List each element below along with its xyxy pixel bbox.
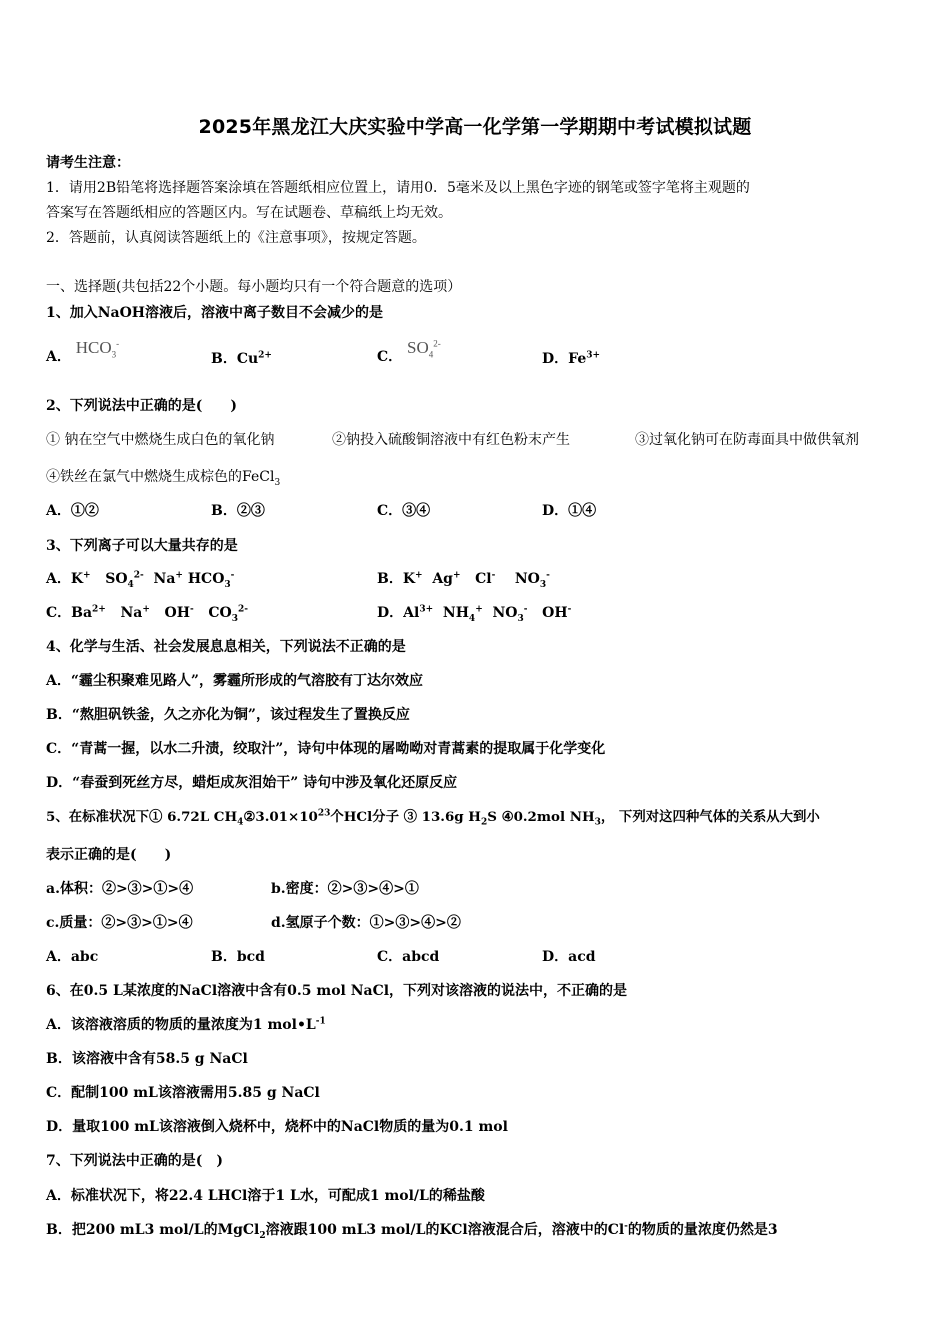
notice-heading: 请考生注意： — [46, 155, 130, 171]
q6-option-c: C．配制100 mL该溶液需用5.85 g NaCl — [46, 1085, 320, 1101]
q2-option-c: C．③④ — [377, 503, 431, 519]
q5-option-c: C．abcd — [377, 949, 440, 965]
q5-option-d: D．acd — [542, 949, 596, 965]
q4-option-d: D．“春蚕到死丝方尽，蜡炬成灰泪始干” 诗句中涉及氧化还原反应 — [46, 775, 458, 791]
page-title: 2025年黑龙江大庆实验中学高一化学第一学期期中考试模拟试题 — [198, 116, 752, 138]
q7-option-b: B．把200 mL3 mol/L的MgCl$_2$溶液跟100 mL3 mol/L的KCl溶液混合后，溶液中的Cl-的物质的量浓度仍然是3 — [46, 1221, 778, 1241]
q6-option-d: D．量取100 mL该溶液倒入烧杯中，烧杯中的NaCl物质的量为0.1 mol — [46, 1119, 508, 1135]
q3-option-c: C．$Ba^{2+}$ Na+ OH- $CO_3^{2-}$ — [46, 604, 248, 624]
q5-option-a: A．abc — [46, 949, 99, 965]
question-7-stem: 7、下列说法中正确的是( ) — [46, 1153, 223, 1169]
question-5-stem: 5、在标准状况下① 6.72L $CH_4②3.01\times 10^{23}$个HCl分子 ③ 13.6g $H_2S$ ④0.2mol $NH_3$， 下列对这四种气体的关系从大到小 — [46, 808, 820, 828]
question-2-stem: 2、下列说法中正确的是( ) — [46, 398, 237, 414]
q4-option-a: A．“霾尘积聚难见路人”，雾霾所形成的气溶胶有丁达尔效应 — [46, 673, 423, 689]
q3-option-a: A．K+ $SO_4^{2-}$ Na+ $HCO_3^-$ — [46, 570, 235, 590]
q4-option-c: C．“青蒿一握，以水二升渍，绞取汁”，诗句中体现的屠呦呦对青蒿素的提取属于化学变化 — [46, 741, 606, 757]
q2-option-d: D．①④ — [542, 503, 597, 519]
question-6-stem: 6、在0.5 L某浓度的NaCl溶液中含有0.5 mol NaCl，下列对该溶液的说法中，不正确的是 — [46, 983, 628, 999]
question-1-stem: 1、加入NaOH溶液后，溶液中离子数目不会减少的是 — [46, 305, 384, 321]
notice-item-1-line-2: 答案写在答题纸相应的答题区内。写在试题卷、草稿纸上均无效。 — [46, 205, 452, 221]
q2-statement-3: ③过氧化钠可在防毒面具中做供氧剂 — [635, 432, 859, 448]
q5-statement-a: a.体积：②>③>①>④ — [46, 881, 194, 897]
q2-option-a: A．①② — [46, 503, 99, 519]
q2-statement-4: ④铁丝在氯气中燃烧生成棕色的FeCl$_3$ — [46, 469, 281, 488]
q5-option-b: B．bcd — [211, 949, 265, 965]
notice-item-1-line-1: 1．请用2B铅笔将选择题答案涂填在答题纸相应位置上，请用0．5毫米及以上黑色字迹的钢笔或签字笔将主观题的 — [46, 180, 750, 196]
q1-option-b: B．$Cu^{2+}$ — [211, 350, 272, 367]
q3-option-b: B．K+ Ag+ Cl- $NO_3^-$ — [377, 570, 550, 590]
q6-option-a: A．该溶液溶质的物质的量浓度为1 $mol•L^{-1}$ — [46, 1016, 326, 1033]
q2-statement-1: ① 钠在空气中燃烧生成白色的氧化钠 — [46, 432, 275, 448]
q5-statement-b: b.密度：②>③>④>① — [271, 881, 419, 897]
q1-option-d: D．$Fe^{3+}$ — [542, 350, 601, 367]
q4-option-b: B．“熬胆矾铁釜，久之亦化为铜”，该过程发生了置换反应 — [46, 707, 410, 723]
q3-option-d: D．$Al^{3+}$ $NH_4^+$ $NO_3^-$ OH- — [377, 604, 572, 624]
question-3-stem: 3、下列离子可以大量共存的是 — [46, 538, 238, 554]
section-heading: 一、选择题(共包括22个小题。每小题均只有一个符合题意的选项） — [46, 279, 462, 295]
q2-option-b: B．②③ — [211, 503, 265, 519]
q7-option-a: A．标准状况下，将22.4 LHCl溶于1 L水，可配成1 mol/L的稀盐酸 — [46, 1188, 485, 1204]
notice-item-2: 2．答题前，认真阅读答题纸上的《注意事项》，按规定答题。 — [46, 230, 426, 246]
question-5-stem-line-2: 表示正确的是( ) — [46, 847, 172, 863]
q2-statement-2: ②钠投入硫酸铜溶液中有红色粉末产生 — [332, 432, 570, 448]
q5-statement-c: c.质量：②>③>①>④ — [46, 915, 193, 931]
q5-statement-d: d.氢原子个数：①>③>④>② — [271, 915, 461, 931]
q6-option-b: B．该溶液中含有58.5 g NaCl — [46, 1051, 248, 1067]
question-4-stem: 4、化学与生活、社会发展息息相关，下列说法不正确的是 — [46, 639, 406, 655]
q1-option-c: C． $SO_4^{2-}$ — [377, 338, 441, 365]
q1-option-a: A． $HCO_3^-$ — [46, 338, 120, 365]
